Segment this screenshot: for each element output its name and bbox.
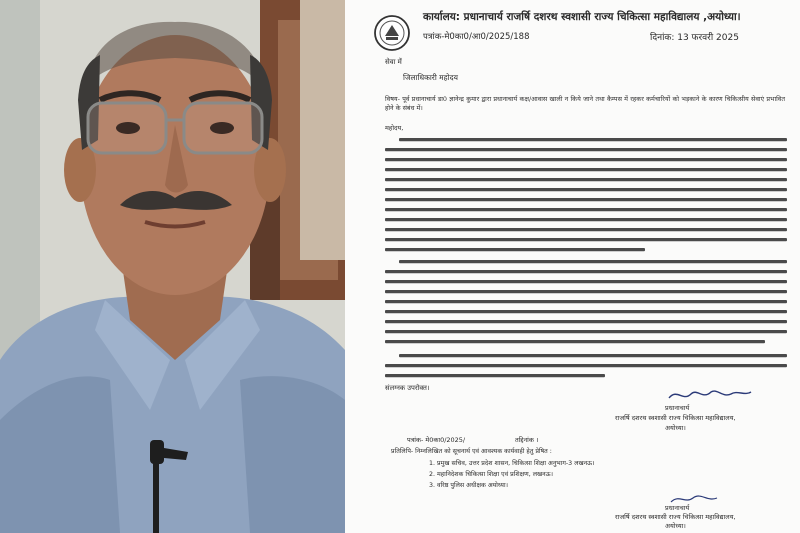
to-label: सेवा में <box>385 58 402 66</box>
copy-reference-number: पत्रांक- मे0का0/2025/ <box>407 436 466 444</box>
copy-list-item-3: 3. वरिष्ठ पुलिस अधीक्षक अयोध्या। <box>429 482 508 489</box>
copy-to-heading: प्रतिलिपि- निम्नलिखित को सूचनार्थ एवं आवश्यक कार्यवाही हेतु प्रेषित : <box>391 448 552 455</box>
closing-enclosure: संलग्नक उपरोक्त। <box>385 384 430 392</box>
signatory-title: प्रधानाचार्य <box>665 404 690 412</box>
addressee: जिलाधिकारी महोदय <box>403 73 458 82</box>
second-signatory-organisation: राजर्षि दशरथ स्वशासी राज्य चिकित्सा महाविद्यालय, <box>615 513 736 521</box>
letter-header-title: कार्यालय: प्रधानाचार्य राजर्षि दशरथ स्वशासी राज्य चिकित्सा महाविद्यालय ,अयोध्या। <box>423 11 741 23</box>
letter-body-text-lines <box>385 138 787 378</box>
signatory-organisation: राजर्षि दशरथ स्वशासी राज्य चिकित्सा महाविद्यालय, <box>615 414 736 422</box>
man-portrait-image <box>0 0 345 533</box>
second-signatory-title: प्रधानाचार्य <box>665 504 690 512</box>
letter-subject: विषय- पूर्व प्रधानाचार्य डा0 ज्ञानेन्द्र कुमार द्वारा प्रधानाचार्य कक्ष/आवास खाली न किये जाने तथा कैम्पस में रहकर कर्मचारियों को भड़काने के कारण चिकित्सीय सेवाएं प्रभावित होने के संबंध में। <box>385 95 785 112</box>
speaker-photo <box>0 0 345 533</box>
letter-document <box>345 0 800 533</box>
copy-list-item-2: 2. महानिदेशक चिकित्सा शिक्षा एवं प्रशिक्षण, लखनऊ। <box>429 471 553 478</box>
copy-reference-date: तद्दिनांक । <box>515 436 539 444</box>
second-signatory-city: अयोध्या। <box>665 522 686 530</box>
college-seal-icon <box>373 14 411 52</box>
signatory-city: अयोध्या। <box>665 424 686 432</box>
letter-reference-number: पत्रांक-मे0का0/आ0/2025/188 <box>423 32 530 42</box>
copy-list-item-1: 1. प्रमुख सचिव, उत्तर प्रदेश शासन, चिकित्सा शिक्षा अनुभाग-3 लखनऊ। <box>429 460 595 467</box>
letter-date: दिनांक: 13 फरवरी 2025 <box>650 33 739 43</box>
signature-mark <box>665 386 755 404</box>
salutation: महोदय, <box>385 124 404 132</box>
